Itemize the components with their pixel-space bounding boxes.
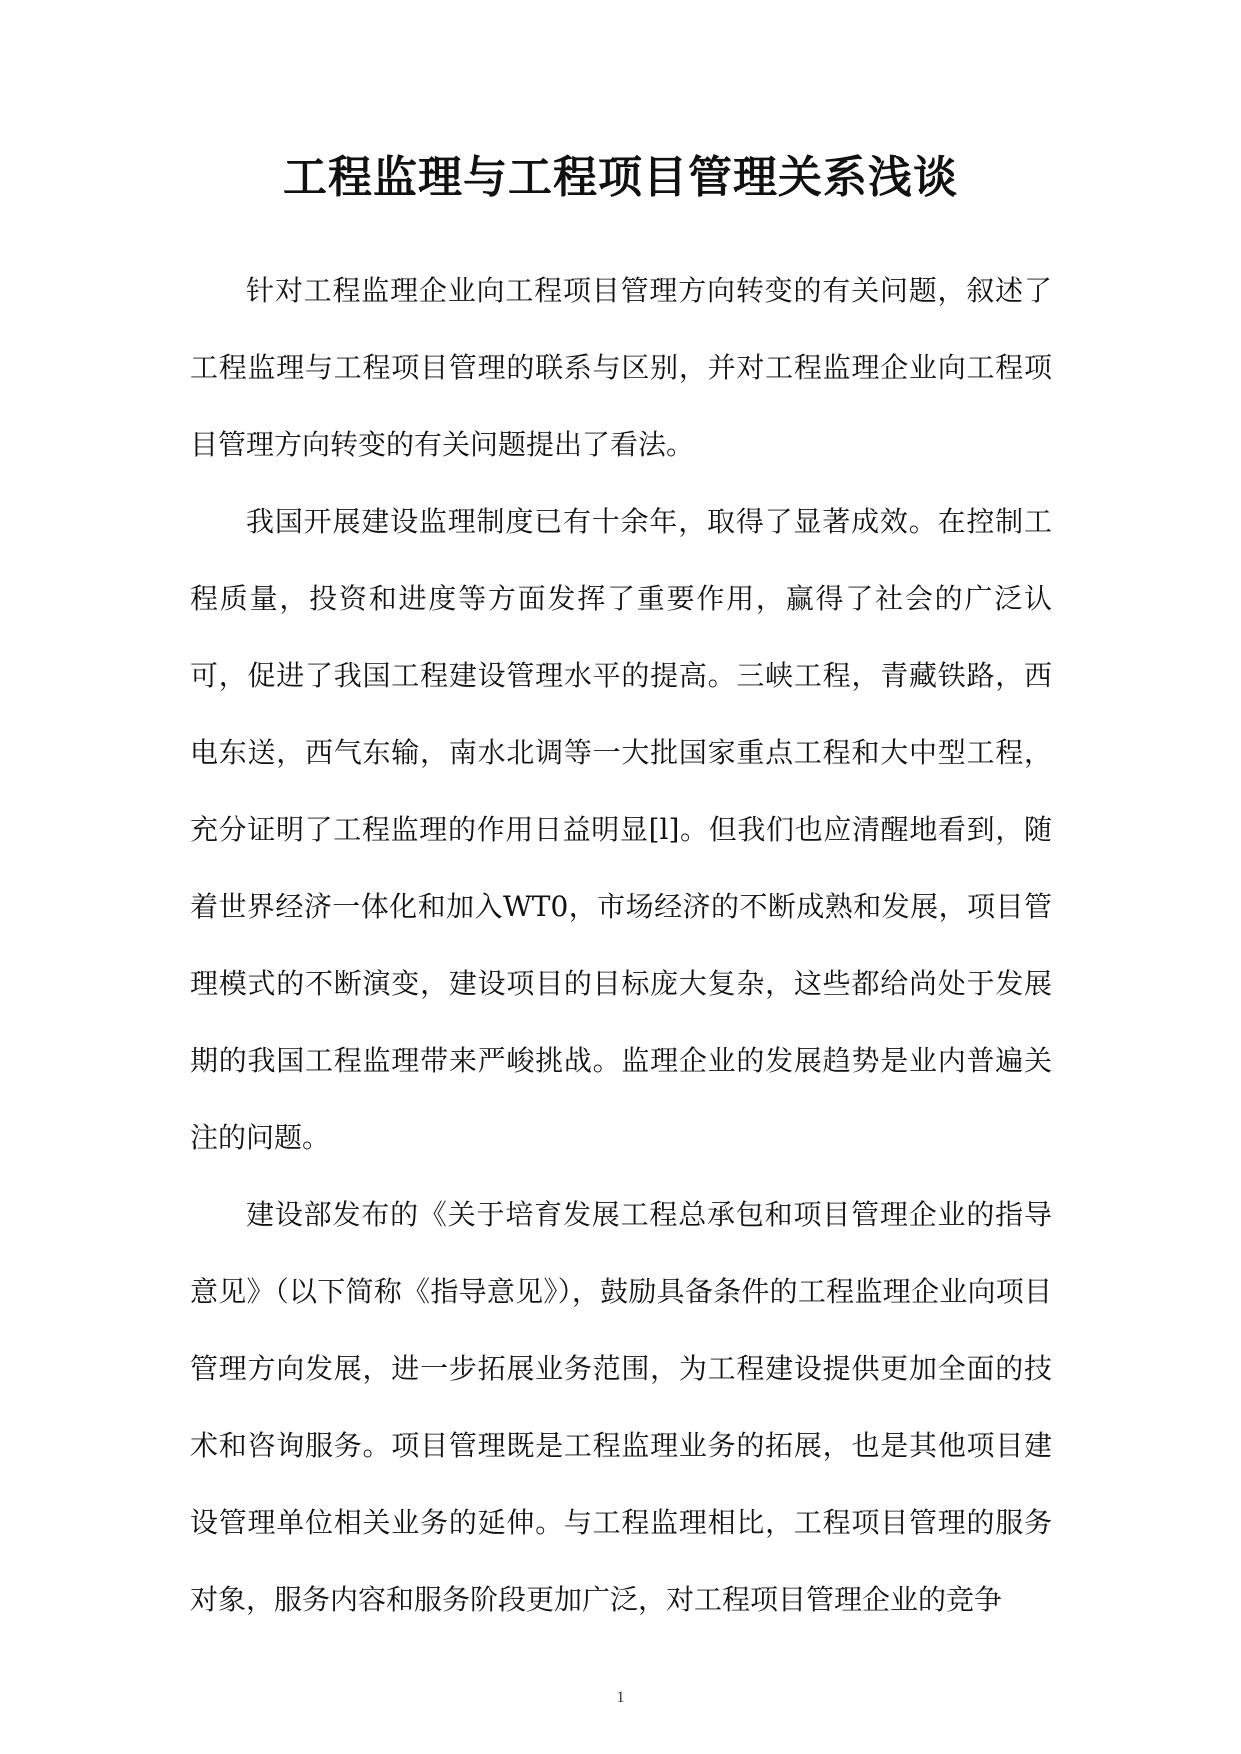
paragraph-abstract: 针对工程监理企业向工程项目管理方向转变的有关问题，叙述了工程监理与工程项目管理的联系与区别，并对工程监理企业向工程项目管理方向转变的有关问题提出了看法。: [190, 274, 1052, 461]
document-body: [190, 252, 1052, 1638]
page-number: 1: [616, 1689, 625, 1706]
document-title: 工程监理与工程项目管理关系浅谈: [283, 152, 958, 203]
paragraph-background: 我国开展建设监理制度已有十余年，取得了显著成效。在控制工程质量，投资和进度等方面发挥了重要作用，赢得了社会的广泛认可，促进了我国工程建设管理水平的提高。三峡工程，青藏铁路，西电东送，西气东输，南水北调等一大批国家重点工程和大中型工程，充分证明了工程监理的作用日益明显[l]。但我们也应清醒地看到，随着世界经济一体化和加入WT0，市场经济的不断成熟和发展，项目管理模式的不断演变，建设项目的目标庞大复杂，这些都给尚处于发展期的我国工程监理带来严峻挑战。监理企业的发展趋势是业内普遍关注的问题。: [190, 505, 1052, 1154]
paragraph-guidance: 建设部发布的《关于培育发展工程总承包和项目管理企业的指导意见》（以下简称《指导意见》），鼓励具备条件的工程监理企业向项目管理方向发展，进一步拓展业务范围，为工程建设提供更加全面的技术和咨询服务。项目管理既是工程监理业务的拓展，也是其他项目建设管理单位相关业务的延伸。与工程监理相比，工程项目管理的服务对象，服务内容和服务阶段更加广泛，对工程项目管理企业的竞争: [190, 1198, 1052, 1616]
